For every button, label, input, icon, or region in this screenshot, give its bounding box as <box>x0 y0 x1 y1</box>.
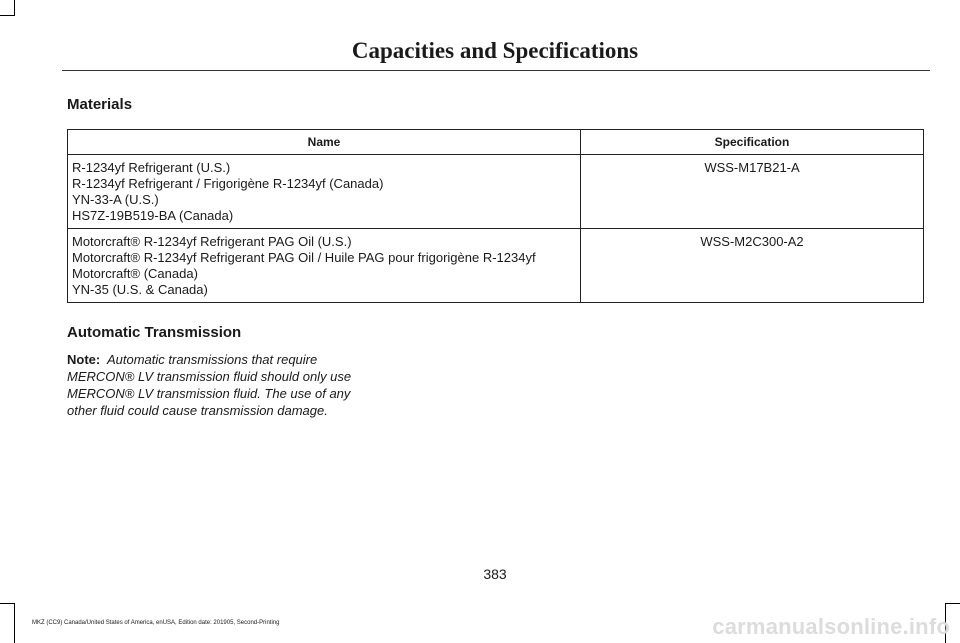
note-text: Automatic transmissions that require MERCON® LV transmission fluid should only use MERCON® LV transmission fluid. The use of any other fluid could cause transmission damage. <box>67 352 352 418</box>
automatic-transmission-heading: Automatic Transmission <box>67 324 242 341</box>
material-name-line: YN-35 (U.S. & Canada) <box>72 282 208 297</box>
specification-cell: WSS-M17B21-A <box>581 155 924 229</box>
column-header-specification: Specification <box>581 130 924 155</box>
materials-table <box>67 129 924 303</box>
table-row <box>68 229 924 303</box>
material-name-line: Motorcraft® R-1234yf Refrigerant PAG Oil / Huile PAG pour frigorigène R-1234yf <box>72 250 536 265</box>
header-divider <box>62 70 930 71</box>
crop-mark-top-left <box>14 0 15 16</box>
transmission-note <box>67 351 357 419</box>
material-name-line: YN-33-A (U.S.) <box>72 192 159 207</box>
material-name-cell <box>68 155 581 229</box>
material-name-line: R-1234yf Refrigerant (U.S.) <box>72 160 231 175</box>
crop-mark-top-left-horizontal <box>0 15 14 16</box>
specification-cell: WSS-M2C300-A2 <box>581 229 924 303</box>
watermark: carmanualsonline.info <box>712 614 950 639</box>
column-header-name: Name <box>68 130 581 155</box>
crop-mark-bottom-left <box>14 603 15 643</box>
material-name-line: Motorcraft® R-1234yf Refrigerant PAG Oil (U.S.) <box>72 234 352 249</box>
table-row <box>68 155 924 229</box>
material-name-line: Motorcraft® (Canada) <box>72 266 198 281</box>
material-name-line: HS7Z-19B519-BA (Canada) <box>72 208 234 223</box>
edition-footer: MKZ (CC9) Canada/United States of America, enUSA, Edition date: 201905, Second-Printing <box>32 620 280 626</box>
note-label: Note: <box>67 352 101 367</box>
page-number: 383 <box>483 566 507 582</box>
table-header-row <box>68 130 924 155</box>
material-name-line: R-1234yf Refrigerant / Frigorigène R-1234yf (Canada) <box>72 176 384 191</box>
crop-mark-bottom-right-horizontal <box>945 603 960 604</box>
materials-heading: Materials <box>67 96 133 113</box>
crop-mark-bottom-left-horizontal <box>0 603 14 604</box>
material-name-cell <box>68 229 581 303</box>
page-title: Capacities and Specifications <box>351 38 639 63</box>
